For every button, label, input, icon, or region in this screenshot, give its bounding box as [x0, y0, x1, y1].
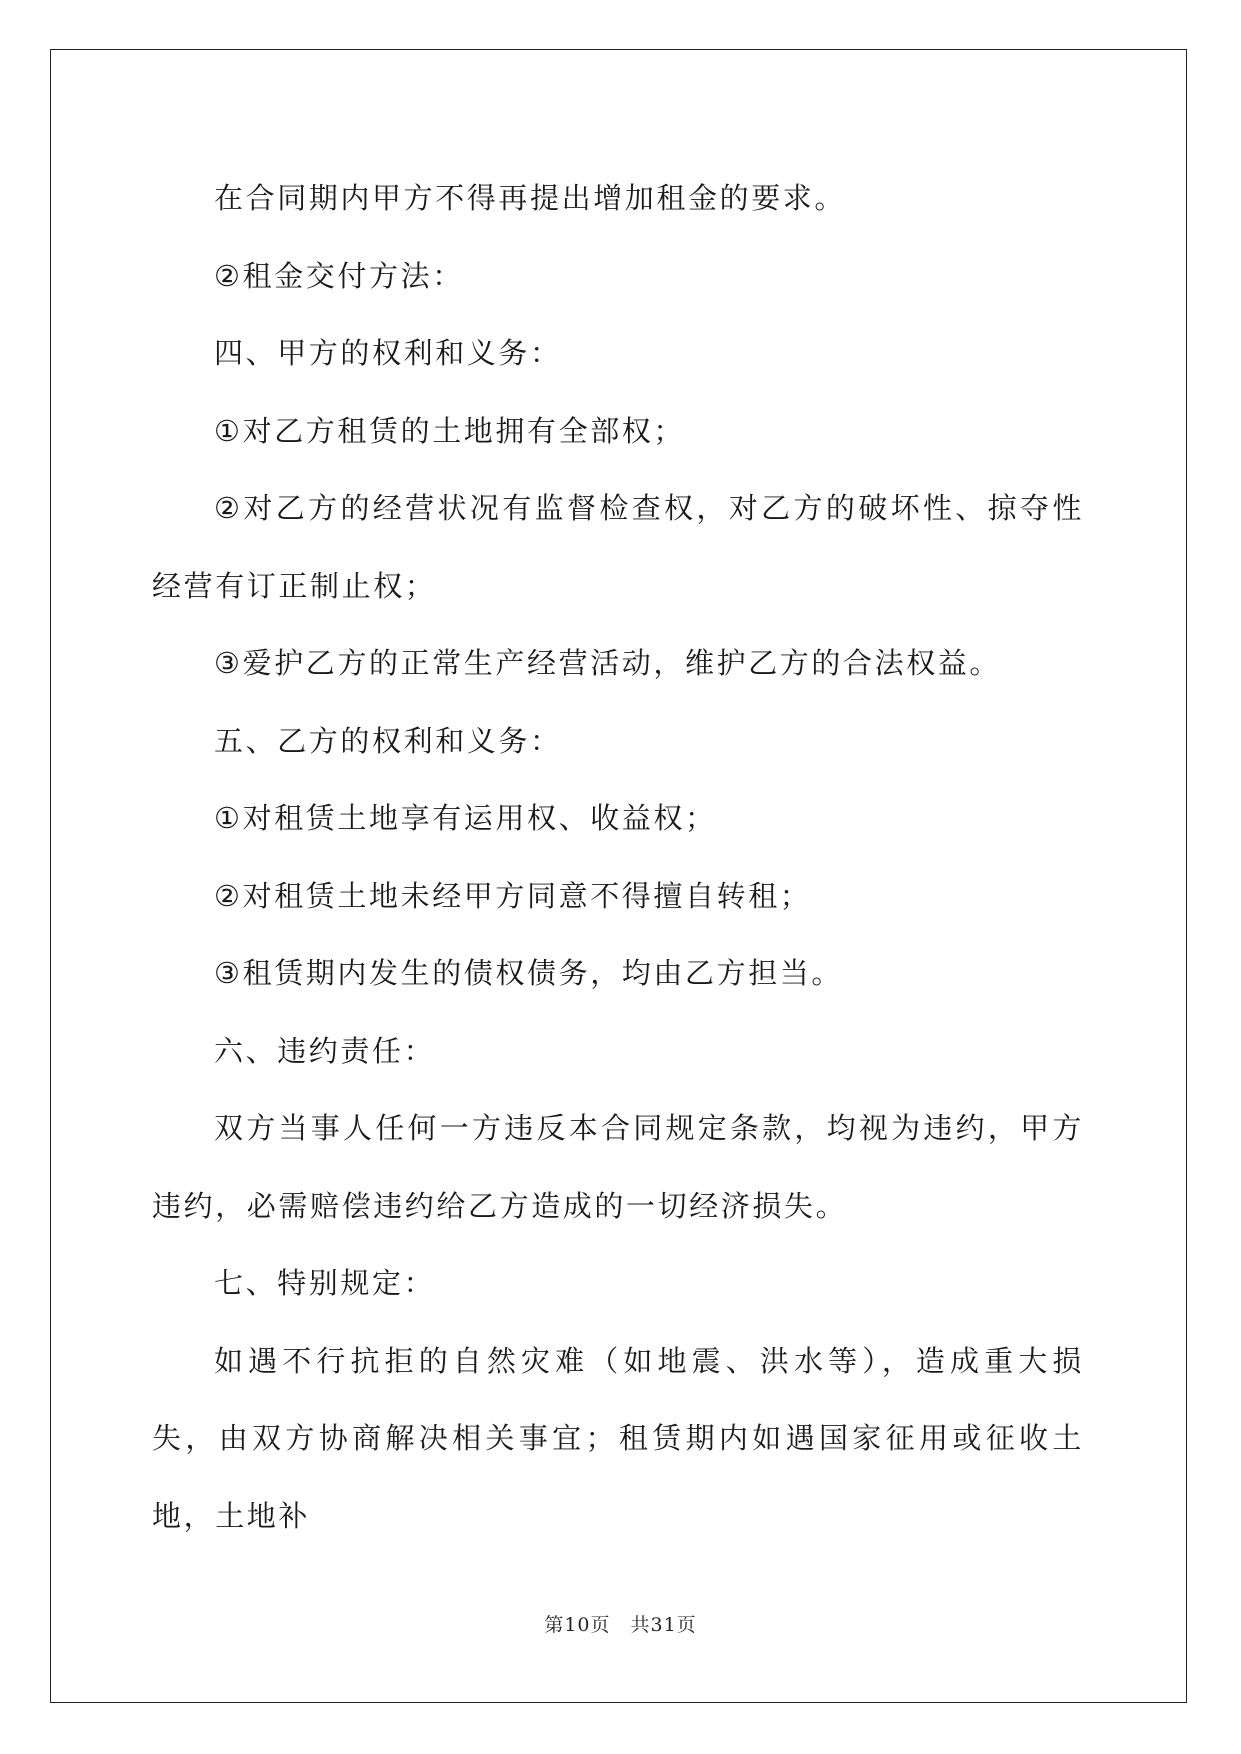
paragraph: ①对乙方租赁的土地拥有全部权； — [214, 413, 685, 448]
paragraph: ③爱护乙方的正常生产经营活动，维护乙方的合法权益。 — [214, 646, 1001, 680]
paragraph: ①对租赁土地享有运用权、收益权； — [214, 801, 717, 835]
paragraph: 在合同期内甲方不得再提出增加租金的要求。 — [214, 181, 847, 215]
document-body — [152, 160, 1084, 1555]
section-heading: 六、违约责任： — [214, 1033, 436, 1068]
section-heading: 四、甲方的权利和义务： — [214, 336, 562, 370]
paragraph: 如遇不行抗拒的自然灾难（如地震、洪水等），造成重大损失，由双方协商解决相关事宜；租赁期内如遇国家征用或征收土地，土地补 — [152, 1343, 1084, 1533]
paragraph: ②租金交付方法： — [214, 258, 464, 293]
paragraph: ②对乙方的经营状况有监督检查权，对乙方的破坏性、掠夺性经营有订正制止权； — [152, 491, 1084, 603]
page-number: 第10页 — [544, 1614, 611, 1636]
section-heading: 七、特别规定： — [214, 1266, 436, 1300]
section-heading: 五、乙方的权利和义务： — [214, 723, 562, 758]
paragraph: ③租赁期内发生的债权债务，均由乙方担当。 — [214, 956, 843, 990]
page-footer — [0, 1610, 1241, 1637]
paragraph: 双方当事人任何一方违反本合同规定条款，均视为违约，甲方违约，必需赔偿违约给乙方造成的一切经济损失。 — [152, 1111, 1084, 1223]
paragraph: ②对租赁土地未经甲方同意不得擅自转租； — [214, 878, 812, 913]
page-total: 共31页 — [630, 1614, 697, 1636]
